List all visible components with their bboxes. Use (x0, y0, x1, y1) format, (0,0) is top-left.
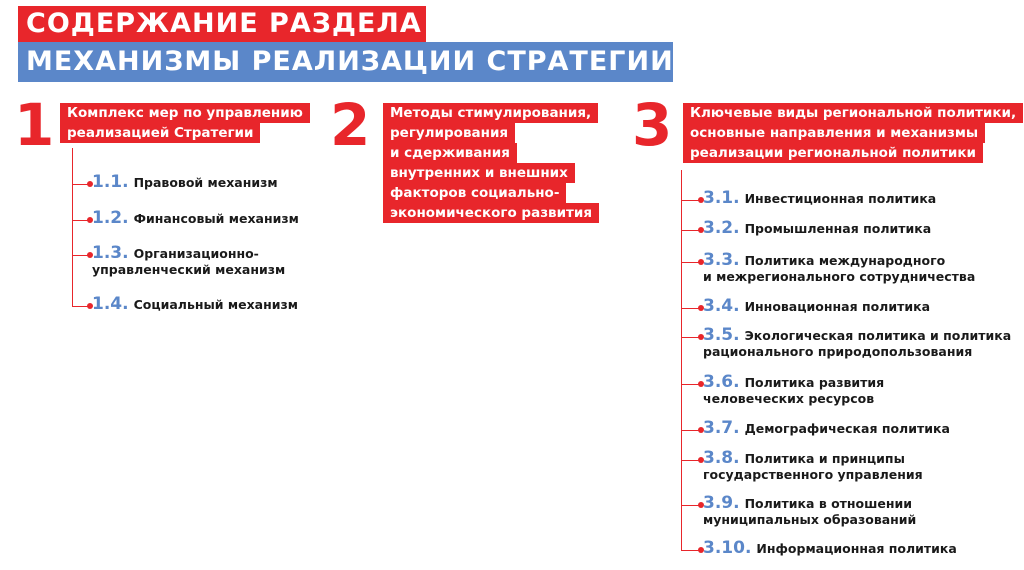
item-label: Промышленная политика (744, 221, 932, 236)
item-label: Политика и принципы (744, 451, 905, 466)
item-number: 3.3. (703, 250, 740, 270)
list-item (703, 374, 884, 407)
list-item (703, 540, 957, 557)
item-label: Политика международного (744, 253, 946, 268)
list-item (703, 327, 1011, 360)
item-number: 3.10. (703, 538, 752, 558)
item-label: Правовой механизм (133, 175, 278, 190)
list-item (703, 190, 936, 207)
item-label: управленческий механизм (92, 262, 286, 277)
section-heading-line: и сдерживания (383, 143, 517, 163)
section-title-banner: СОДЕРЖАНИЕ РАЗДЕЛА (18, 6, 426, 42)
connector-line (72, 148, 73, 306)
item-label: Экологическая политика и политика (744, 328, 1012, 343)
item-label: Инвестиционная политика (744, 191, 937, 206)
item-label: рационального природопользования (703, 344, 973, 359)
item-number: 1.4. (92, 294, 129, 314)
item-label: человеческих ресурсов (703, 391, 875, 406)
list-item (92, 174, 278, 191)
item-label: и межрегионального сотрудничества (703, 269, 976, 284)
section-heading-line: факторов социально- (383, 183, 566, 203)
item-number: 1.3. (92, 243, 129, 263)
item-label: Инновационная политика (744, 299, 931, 314)
section-heading-line: реализацией Стратегии (60, 123, 260, 143)
section-heading-line: Ключевые виды региональной политики, (683, 103, 1023, 123)
list-item (703, 298, 930, 315)
section-number: 1 (14, 91, 55, 159)
section-number: 3 (632, 91, 673, 159)
section-heading-line: основные направления и механизмы (683, 123, 985, 143)
section-heading-line: реализации региональной политики (683, 143, 983, 163)
item-label: Демографическая политика (744, 421, 950, 436)
section-heading-line: экономического развития (383, 203, 599, 223)
list-item (703, 450, 923, 483)
item-number: 3.7. (703, 418, 740, 438)
item-number: 3.1. (703, 188, 740, 208)
section-heading (383, 103, 599, 223)
item-label: Социальный механизм (133, 297, 298, 312)
item-number: 3.9. (703, 493, 740, 513)
item-number: 3.4. (703, 296, 740, 316)
list-item (703, 252, 975, 285)
item-label: Политика развития (744, 375, 885, 390)
item-number: 3.2. (703, 218, 740, 238)
section-subtitle-banner: МЕХАНИЗМЫ РЕАЛИЗАЦИИ СТРАТЕГИИ (18, 42, 673, 82)
section-heading-line: внутренних и внешних (383, 163, 575, 183)
section-heading (60, 103, 310, 143)
list-item (703, 220, 931, 237)
item-number: 3.5. (703, 325, 740, 345)
section-heading (683, 103, 1023, 163)
item-number: 3.8. (703, 448, 740, 468)
item-number: 1.1. (92, 172, 129, 192)
list-item (92, 245, 285, 278)
item-label: муниципальных образований (703, 512, 917, 527)
item-label: Политика в отношении (744, 496, 913, 511)
item-number: 3.6. (703, 372, 740, 392)
list-item (92, 210, 299, 227)
item-label: Финансовый механизм (133, 211, 299, 226)
item-number: 1.2. (92, 208, 129, 228)
list-item (92, 296, 298, 313)
item-label: Организационно- (133, 246, 259, 261)
list-item (703, 495, 916, 528)
section-heading-line: регулирования (383, 123, 515, 143)
section-heading-line: Методы стимулирования, (383, 103, 598, 123)
connector-line (681, 170, 682, 550)
list-item (703, 420, 950, 437)
item-label: государственного управления (703, 467, 923, 482)
section-number: 2 (330, 91, 371, 159)
section-heading-line: Комплекс мер по управлению (60, 103, 310, 123)
item-label: Информационная политика (756, 541, 957, 556)
